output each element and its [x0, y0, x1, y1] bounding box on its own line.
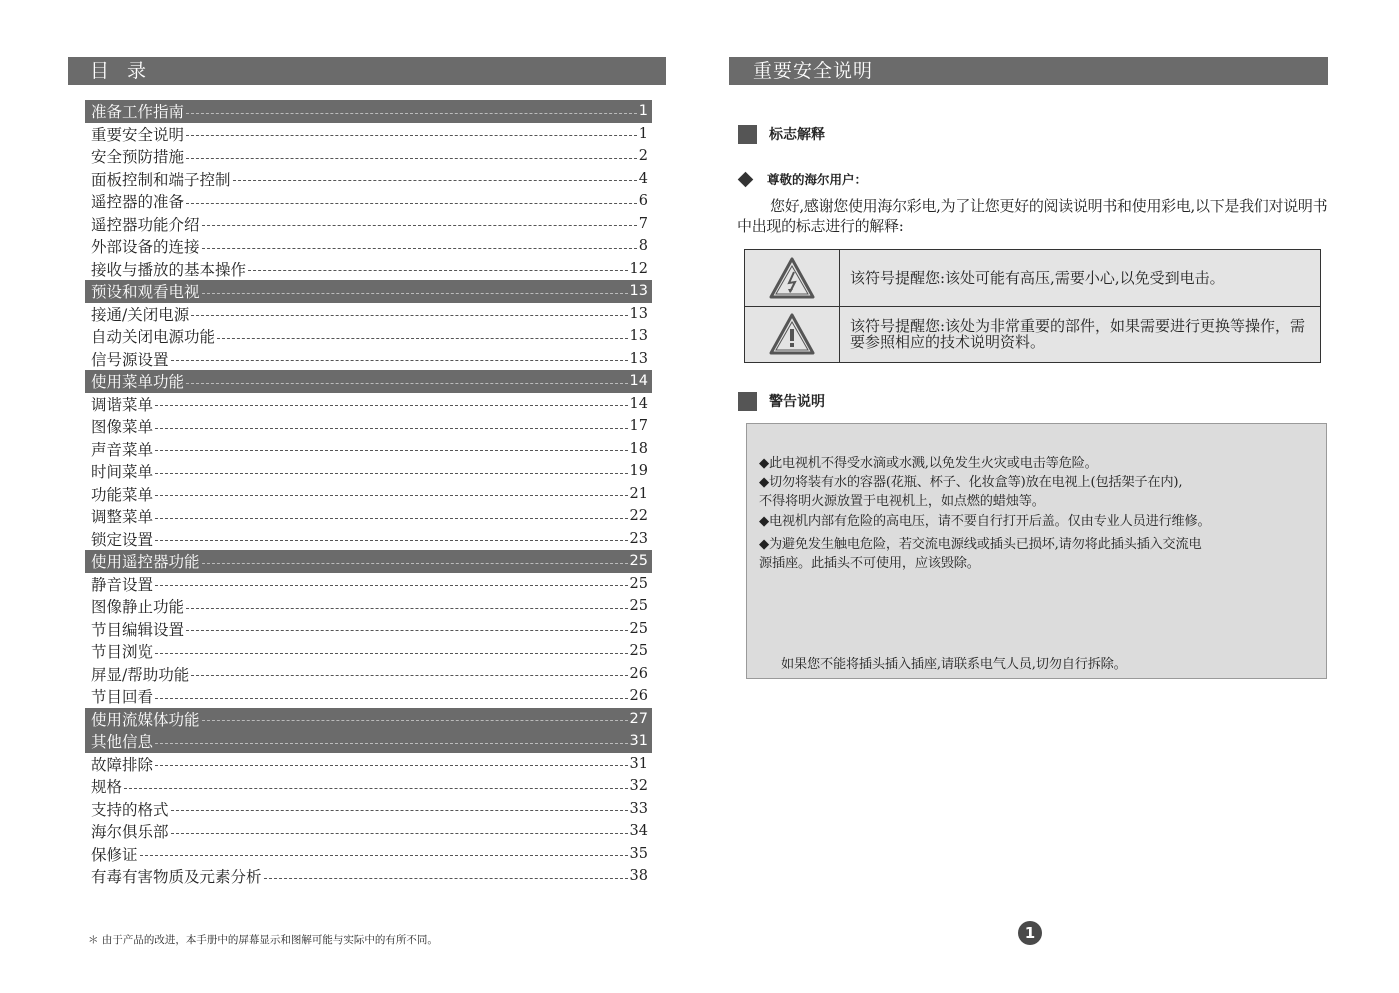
toc-entry-title: 准备工作指南 — [91, 103, 185, 122]
toc-entry-title: 节目浏览 — [91, 643, 154, 662]
toc-entry-title: 节目回看 — [91, 688, 154, 707]
toc-entry-row — [85, 438, 652, 461]
greeting-label: 尊敬的海尔用户： — [767, 172, 868, 187]
toc-entry-title: 信号源设置 — [91, 350, 169, 369]
toc-leader-line — [202, 563, 628, 564]
toc-entry-title: 调整菜单 — [91, 508, 154, 527]
toc-entry-page: 1 — [638, 103, 648, 120]
toc-entry-row — [85, 595, 652, 618]
toc-entry-title: 规格 — [91, 778, 123, 797]
toc-entry-title: 时间菜单 — [91, 463, 154, 482]
toc-entry-row — [85, 460, 652, 483]
warning-line: ◆此电视机不得受水滴或水溅,以免发生火灾或电击等危险。 — [759, 456, 1098, 471]
toc-entry-title: 节目编辑设置 — [91, 620, 185, 639]
toc-entry-page: 25 — [629, 575, 648, 592]
toc-entry-page: 27 — [629, 710, 648, 727]
toc-leader-line — [191, 315, 627, 316]
toc-entry-row — [85, 663, 652, 686]
toc-entry-title: 接通/关闭电源 — [91, 305, 190, 324]
exclamation-warning-icon — [745, 306, 840, 362]
toc-entry-title: 使用遥控器功能 — [91, 553, 200, 572]
toc-leader-line — [171, 833, 628, 834]
toc-entry-title: 支持的格式 — [91, 800, 169, 819]
toc-leader-line — [264, 878, 628, 879]
toc-entry-page: 12 — [629, 260, 648, 277]
toc-entry-row — [85, 865, 652, 888]
toc-entry-title: 声音菜单 — [91, 440, 154, 459]
warning-line: ◆切勿将装有水的容器(花瓶、杯子、化妆盒等)放在电视上(包括架子在内), — [759, 475, 1183, 490]
toc-leader-line — [171, 810, 628, 811]
intro-paragraph: 您好,感谢您使用海尔彩电,为了让您更好的阅读说明书和使用彩电,以下是我们对说明书中出现的标志进行的解释: — [737, 197, 1328, 235]
toc-entry-row — [85, 685, 652, 708]
toc-entry-row — [85, 528, 652, 551]
square-bullet-icon — [738, 392, 757, 411]
toc-entry-title: 屏显/帮助功能 — [91, 665, 190, 684]
toc-entry-title: 功能菜单 — [91, 485, 154, 504]
toc-leader-line — [233, 180, 637, 181]
toc-leader-line — [171, 360, 628, 361]
warning-line: 不得将明火源放置于电视机上，如点燃的蜡烛等。 — [759, 494, 1045, 509]
toc-entry-page: 14 — [629, 373, 648, 390]
toc-entry-row — [85, 820, 652, 843]
toc-leader-line — [124, 788, 628, 789]
symbol-table — [744, 249, 1321, 363]
toc-entry-row — [85, 393, 652, 416]
symbol-row — [745, 306, 1320, 362]
toc-leader-line — [202, 248, 637, 249]
toc-section-row — [85, 550, 652, 573]
toc-entry-row — [85, 325, 652, 348]
toc-entry-row — [85, 483, 652, 506]
toc-entry-title: 图像静止功能 — [91, 598, 185, 617]
toc-entry-row — [85, 640, 652, 663]
toc-entry-title: 面板控制和端子控制 — [91, 170, 231, 189]
toc-entry-page: 34 — [629, 823, 648, 840]
toc-entry-page: 26 — [629, 688, 648, 705]
warning-heading — [738, 391, 825, 411]
toc-entry-page: 4 — [638, 170, 648, 187]
toc-entry-page: 38 — [629, 868, 648, 885]
high-voltage-warning-icon — [745, 250, 840, 306]
toc-entry-title: 使用流媒体功能 — [91, 710, 200, 729]
toc-entry-title: 使用菜单功能 — [91, 373, 185, 392]
toc-entry-page: 25 — [629, 620, 648, 637]
table-of-contents — [85, 100, 652, 888]
toc-leader-line — [155, 653, 628, 654]
toc-entry-page: 19 — [629, 463, 648, 480]
warning-note: 如果您不能将插头插入插座,请联系电气人员,切勿自行拆除。 — [781, 657, 1127, 672]
toc-entry-title: 预设和观看电视 — [91, 283, 200, 302]
toc-entry-page: 6 — [638, 193, 648, 210]
toc-header: 目 录 — [68, 57, 666, 85]
toc-entry-row — [85, 753, 652, 776]
toc-entry-page: 2 — [638, 148, 648, 165]
toc-entry-page: 33 — [629, 800, 648, 817]
toc-entry-page: 17 — [629, 418, 648, 435]
toc-entry-row — [85, 235, 652, 258]
toc-entry-row — [85, 415, 652, 438]
toc-entry-row — [85, 798, 652, 821]
toc-entry-title: 海尔俱乐部 — [91, 823, 169, 842]
warning-line: ◆为避免发生触电危险，若交流电源线或插头已损坏,请勿将此插头插入交流电 — [759, 537, 1202, 552]
symbol-description: 该符号提醒您:该处为非常重要的部件，如果需要进行更换等操作，需要参照相应的技术说明资料。 — [850, 317, 1306, 351]
toc-entry-title: 图像菜单 — [91, 418, 154, 437]
toc-entry-title: 静音设置 — [91, 575, 154, 594]
safety-header: 重要安全说明 — [729, 57, 1328, 85]
toc-entry-page: 31 — [629, 733, 648, 750]
toc-entry-title: 安全预防措施 — [91, 148, 185, 167]
toc-leader-line — [155, 765, 628, 766]
toc-entry-page: 26 — [629, 665, 648, 682]
toc-entry-title: 其他信息 — [91, 733, 154, 752]
toc-entry-title: 有毒有害物质及元素分析 — [91, 868, 262, 887]
toc-entry-page: 18 — [629, 440, 648, 457]
diamond-bullet-icon — [738, 171, 754, 187]
toc-entry-page: 1 — [638, 125, 648, 142]
toc-leader-line — [248, 270, 628, 271]
toc-entry-row — [85, 303, 652, 326]
page-number: 1 — [1018, 921, 1042, 945]
toc-entry-row — [85, 775, 652, 798]
toc-entry-title: 重要安全说明 — [91, 125, 185, 144]
toc-entry-page: 7 — [638, 215, 648, 232]
toc-entry-row — [85, 213, 652, 236]
toc-entry-row — [85, 190, 652, 213]
toc-entry-page: 8 — [638, 238, 648, 255]
toc-entry-page: 14 — [629, 395, 648, 412]
toc-leader-line — [155, 405, 628, 406]
toc-entry-title: 外部设备的连接 — [91, 238, 200, 257]
toc-section-row — [85, 280, 652, 303]
toc-entry-page: 23 — [629, 530, 648, 547]
toc-entry-page: 13 — [629, 283, 648, 300]
toc-leader-line — [186, 630, 628, 631]
footnote: ＊ 由于产品的改进，本手册中的屏幕显示和图解可能与实际中的有所不同。 — [88, 934, 438, 946]
toc-leader-line — [217, 338, 628, 339]
toc-entry-title: 遥控器功能介绍 — [91, 215, 200, 234]
toc-leader-line — [202, 225, 637, 226]
toc-leader-line — [202, 720, 628, 721]
toc-entry-page: 35 — [629, 845, 648, 862]
symbols-heading-label: 标志解释 — [769, 127, 825, 143]
toc-leader-line — [191, 675, 627, 676]
toc-leader-line — [186, 608, 628, 609]
toc-leader-line — [155, 495, 628, 496]
toc-entry-row — [85, 168, 652, 191]
toc-leader-line — [155, 585, 628, 586]
toc-section-row — [85, 100, 652, 123]
toc-leader-line — [155, 473, 628, 474]
toc-entry-row — [85, 145, 652, 168]
toc-leader-line — [155, 698, 628, 699]
toc-entry-row — [85, 505, 652, 528]
symbol-description: 该符号提醒您:该处可能有高压,需要小心,以免受到电击。 — [850, 269, 1225, 287]
warning-line: 源插座。此插头不可使用，应该毁除。 — [759, 556, 980, 571]
toc-leader-line — [186, 203, 637, 204]
toc-leader-line — [155, 428, 628, 429]
toc-entry-row — [85, 258, 652, 281]
toc-entry-page: 22 — [629, 508, 648, 525]
toc-leader-line — [186, 383, 628, 384]
toc-leader-line — [155, 450, 628, 451]
toc-section-row — [85, 708, 652, 731]
toc-leader-line — [202, 293, 628, 294]
greeting — [738, 170, 867, 188]
symbol-row — [745, 250, 1320, 307]
toc-entry-row — [85, 348, 652, 371]
toc-entry-page: 25 — [629, 553, 648, 570]
toc-entry-page: 25 — [629, 598, 648, 615]
toc-entry-page: 13 — [629, 350, 648, 367]
toc-entry-page: 32 — [629, 778, 648, 795]
toc-entry-title: 保修证 — [91, 845, 138, 864]
toc-leader-line — [140, 855, 628, 856]
toc-leader-line — [155, 743, 628, 744]
toc-entry-page: 25 — [629, 643, 648, 660]
toc-entry-title: 接收与播放的基本操作 — [91, 260, 247, 279]
toc-leader-line — [186, 113, 637, 114]
toc-leader-line — [155, 540, 628, 541]
square-bullet-icon — [738, 125, 757, 144]
toc-entry-page: 13 — [629, 328, 648, 345]
toc-entry-row — [85, 618, 652, 641]
toc-entry-title: 调谐菜单 — [91, 395, 154, 414]
toc-leader-line — [186, 135, 637, 136]
toc-entry-row — [85, 573, 652, 596]
symbols-heading — [738, 124, 825, 144]
toc-entry-title: 锁定设置 — [91, 530, 154, 549]
toc-entry-page: 31 — [629, 755, 648, 772]
warning-box — [746, 423, 1327, 679]
toc-leader-line — [155, 518, 628, 519]
toc-entry-title: 遥控器的准备 — [91, 193, 185, 212]
toc-section-row — [85, 370, 652, 393]
warning-heading-label: 警告说明 — [769, 394, 825, 410]
toc-entry-page: 13 — [629, 305, 648, 322]
toc-leader-line — [186, 158, 637, 159]
toc-entry-title: 故障排除 — [91, 755, 154, 774]
toc-entry-row — [85, 843, 652, 866]
warning-line: ◆电视机内部有危险的高电压，请不要自行打开后盖。仅由专业人员进行维修。 — [759, 514, 1211, 529]
toc-entry-page: 21 — [629, 485, 648, 502]
toc-entry-title: 自动关闭电源功能 — [91, 328, 216, 347]
toc-entry-row — [85, 123, 652, 146]
toc-section-row — [85, 730, 652, 753]
